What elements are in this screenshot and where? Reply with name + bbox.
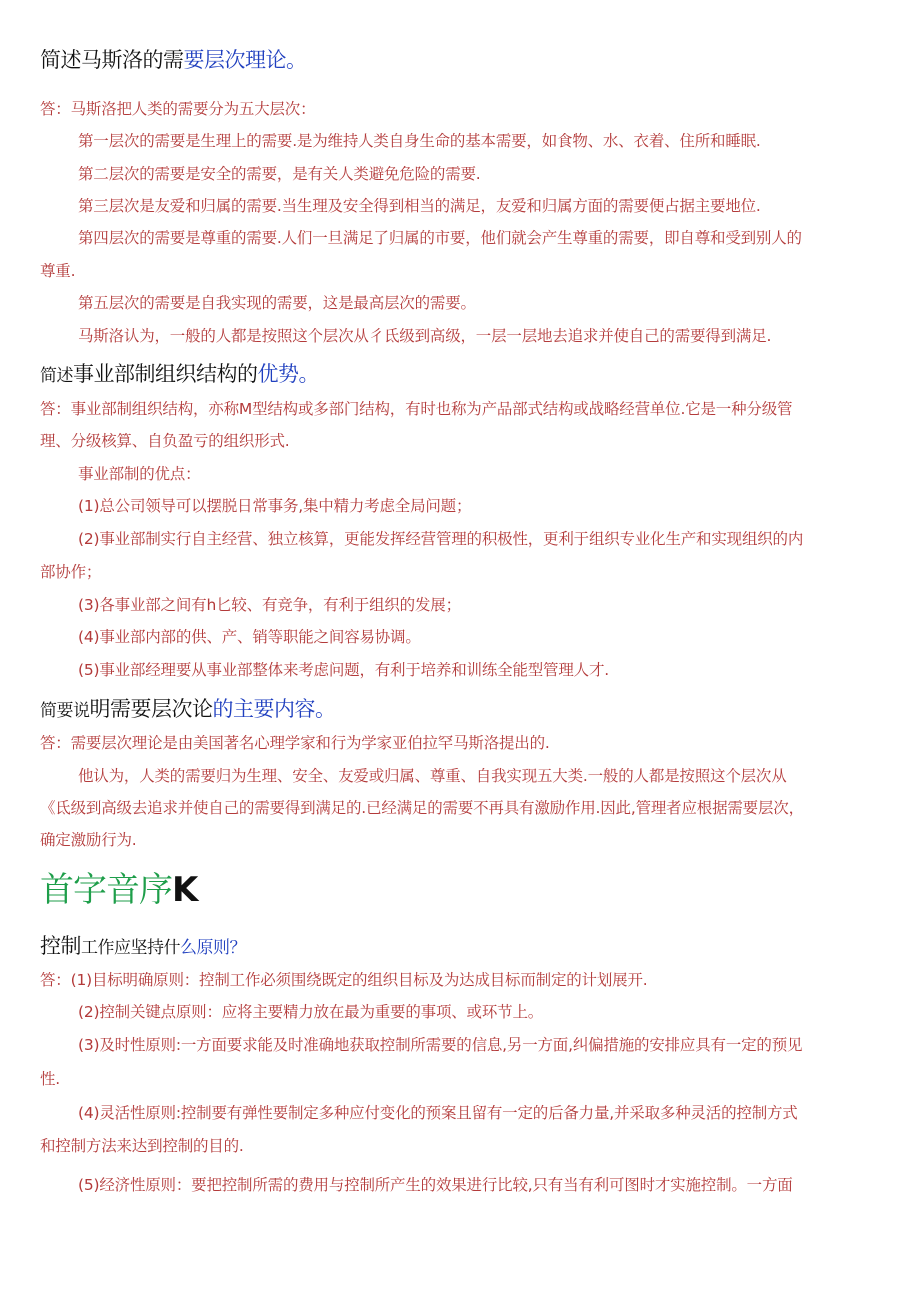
answer-line: (4)事业部内部的供、产、销等职能之间容易协调。: [78, 628, 421, 646]
question-title-part: 事业部制组织结构的: [73, 362, 258, 386]
answer-line: 第三层次是友爱和归属的需要.当生理及安全得到相当的满足，友爱和归属方面的需要便占据主要地位.: [78, 197, 761, 215]
answer-line: (4)灵活性原则:控制要有弹性要制定多种应付变化的预案且留有一定的后备力量,并采取多种灵活的控制方式: [78, 1104, 798, 1122]
question-title-part: 明需要层次论: [89, 697, 213, 721]
answer-line: 答：需要层次理论是由美国著名心理学家和行为学家亚伯拉罕马斯洛提出的.: [40, 734, 550, 752]
answer-line: 理、分级核算、自负盈亏的组织形式.: [40, 432, 290, 450]
answer-line: 马斯洛认为，一般的人都是按照这个层次从彳氐级到高级，一层一层地去追求并使自己的需要得到满足.: [78, 327, 772, 345]
answer-line: 答：(1)目标明确原则：控制工作必须围绕既定的组织目标及为达成目标而制定的计划展开.: [40, 971, 648, 989]
question-title-part: 优势。: [257, 362, 319, 386]
section-heading-k: [40, 862, 197, 911]
answer-line: (1)总公司领导可以摆脱日常事务,集中精力考虑全局问题；: [78, 497, 472, 515]
question-title-part: 控制: [40, 934, 81, 958]
section-heading-letter: K: [172, 870, 198, 910]
answer-line: 尊重.: [40, 262, 76, 280]
section-heading-label: 首字音序: [40, 870, 172, 910]
answer-line: (2)控制关键点原则：应将主要精力放在最为重要的事项、或环节上。: [78, 1003, 544, 1021]
question-title-part: 工作应坚持什: [81, 938, 180, 958]
answer-line: 第四层次的需要是尊重的需要.人们一旦满足了归属的市要，他们就会产生尊重的需要，即自尊和受到别人的: [78, 229, 802, 247]
answer-line: (3)各事业部之间有h匕较、有竞争，有利于组织的发展；: [78, 596, 461, 614]
answer-line: (2)事业部制实行自主经营、独立核算，更能发挥经营管理的积极性，更利于组织专业化生产和实现组织的内: [78, 530, 804, 548]
answer-line: 答：马斯洛把人类的需要分为五大层次：: [40, 100, 316, 118]
question-title-divisional-structure: [40, 358, 319, 388]
answer-line: 第二层次的需要是安全的需要，是有关人类避免危险的需要.: [78, 165, 481, 183]
answer-line: 第五层次的需要是自我实现的需要，这是最高层次的需要。: [78, 294, 476, 312]
question-title-part: 要层次理论。: [183, 48, 307, 72]
answer-line: 他认为，人类的需要归为生理、安全、友爱或归属、尊重、自我实现五大类.一般的人都是按照这个层次从: [78, 767, 787, 785]
answer-line: 部协作；: [40, 563, 102, 581]
question-title-control-principles: [40, 930, 246, 960]
answer-line: 第一层次的需要是生理上的需要.是为维持人类自身生命的基本需要，如食物、水、衣着、住所和睡眠.: [78, 132, 761, 150]
answer-line: 《氐级到高级去追求并使自己的需要得到满足的.已经满足的需要不再具有激励作用.因此,管理者应根据需要层次，: [40, 799, 804, 817]
answer-line: (5)经济性原则：要把控制所需的费用与控制所产生的效果进行比较,只有当有利可图时才实施控制。一方面: [78, 1176, 793, 1194]
answer-line: 事业部制的优点：: [78, 465, 201, 483]
answer-line: (3)及时性原则:一方面要求能及时准确地获取控制所需要的信息,另一方面,纠偏措施的安排应具有一定的预见: [78, 1036, 803, 1054]
question-title-hierarchy-of-needs: [40, 693, 336, 723]
answer-line: (5)事业部经理要从事业部整体来考虑问题，有利于培养和训练全能型管理人才.: [78, 661, 609, 679]
question-title-part: 简述马斯洛的需: [40, 48, 184, 72]
question-title-part: 的主要内容。: [212, 697, 336, 721]
answer-line: 性.: [40, 1070, 61, 1088]
answer-line: 答：事业部制组织结构，亦称M型结构或多部门结构，有时也称为产品部式结构或战略经营单位.它是一种分级管: [40, 400, 793, 418]
answer-line: 确定激励行为.: [40, 831, 137, 849]
question-title-maslow: [40, 44, 307, 74]
answer-line: 和控制方法来达到控制的目的.: [40, 1137, 244, 1155]
question-title-part: 简述: [40, 366, 73, 386]
question-title-part: 简要说: [40, 701, 90, 721]
question-title-part: 么原则？: [180, 938, 246, 958]
